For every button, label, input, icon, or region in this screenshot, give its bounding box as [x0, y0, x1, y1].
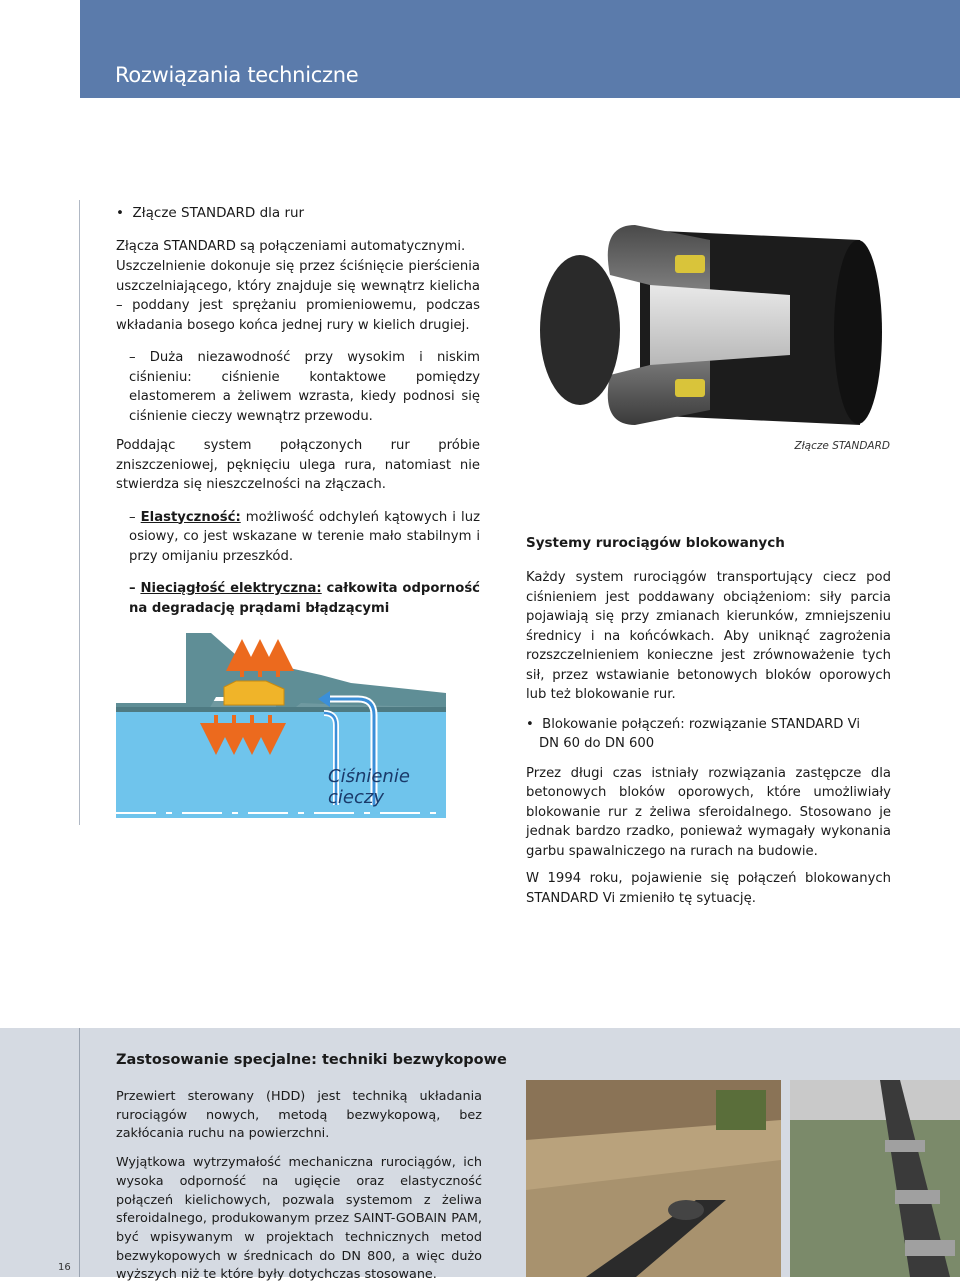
- column-divider: [79, 200, 80, 825]
- gasket-top: [675, 255, 705, 273]
- socket-interior: [650, 285, 790, 365]
- page-title: Rozwiązania techniczne: [115, 63, 359, 87]
- paragraph-history: Przez długi czas istniały rozwiązania zastępcze dla betonowych bloków oporowych, które umożliwiały blokowanie rur z żeliwa sferoidalnego. Stosowano je jednak bardzo rzadko, ponieważ wymagały wykonania garbu spawalniczego na rurach na budowie.: [526, 765, 891, 859]
- gasket-bottom: [675, 379, 705, 397]
- bullet-blocking: • Blokowanie połączeń: rozwiązanie STANDARD Vi: [526, 716, 861, 732]
- left-column: [116, 200, 480, 618]
- pipe-end: [540, 255, 620, 405]
- bullet-heading: • Złącze STANDARD dla rur: [116, 205, 305, 221]
- gasket: [224, 681, 284, 705]
- page-number: 16: [58, 1262, 71, 1273]
- water-area: [116, 711, 446, 818]
- dash-elasticity: – Elastyczność: możliwość odchyleń kątowych i luz osiowy, co jest wskazane w terenie mało stabilnym i przy omijaniu przeszkód.: [129, 509, 480, 564]
- paragraph-1994: W 1994 roku, pojawienie się połączeń blokowanych STANDARD Vi zmieniło tę sytuację.: [526, 871, 891, 906]
- pressure-label-2: cieczy: [328, 787, 384, 808]
- bottom-text: [116, 1088, 482, 1285]
- photo-caption: Złącze STANDARD: [794, 440, 890, 452]
- bottom-divider: [79, 1028, 80, 1277]
- paragraph-hdd: Przewiert sterowany (HDD) jest techniką układania rurociągów nowych, metodą bezwykopową, bez zakłócania ruchu na powierzchni.: [116, 1089, 482, 1142]
- dash-electric: – Nieciągłość elektryczna: całkowita odporność na degradację prądami błądzącymi: [129, 581, 481, 616]
- paragraph-test: Poddając system połączonych rur próbie zniszczeniowej, pęknięciu ulega rura, natomiast nie stwierdza się nieszczelności na złączach.: [116, 438, 480, 492]
- paragraph-sealing: Uszczelnienie dokonuje się przez ściśnięcie pierścienia uszczelniającego, który znajduje się wewnątrz kielicha – poddany jest sprężaniu promieniowemu, podczas wkładania bosego końca jednej rury w kielich drugiej.: [116, 259, 480, 333]
- paragraph-intro: Złącza STANDARD są połączeniami automatycznymi.: [116, 238, 466, 254]
- section-heading: Systemy rurociągów blokowanych: [526, 535, 785, 551]
- right-column: [526, 568, 891, 908]
- hdd-photo-2: [790, 1080, 960, 1277]
- paragraph-strength: Wyjątkowa wytrzymałość mechaniczna rurociągów, ich wysoka odporność na ugięcie oraz elastyczność połączeń kielichowych, pozwala systemom z żeliwa sferoidalnego, produkowanym przez SAINT-GOBAIN PAM, być wpisywanym w projektach technicznych metod bezwykopowych w średnicach do DN 800, a więc dużo wyższych niż te które były dotychczas stosowane.: [116, 1155, 482, 1283]
- right-heading: [526, 534, 891, 554]
- bullet-blocking-range: DN 60 do DN 600: [539, 736, 655, 751]
- dash-reliability: – Duża niezawodność przy wysokim i niskim ciśnieniu: ciśnienie kontaktowe pomiędzy elastomerem a żeliwem wzrasta, kiedy podnosi się ciśnienie cieczy wewnątrz przewodu.: [129, 350, 480, 424]
- paragraph-blocked: Każdy system rurociągów transportujący ciecz pod ciśnieniem jest poddawany obciążeniom: siły parcia pojawiają się przy zmianach kierunków, zmniejszeniu średnicy i na końcówkach. Aby uniknąć zagrożenia rozszczelnieniem konieczne jest zrównoważenie tych sił, przez wstawianie betonowych bloków oporowych lub też blokowanie rur.: [526, 570, 891, 702]
- standard-joint-photo: [540, 215, 895, 435]
- hdd-photo-1: [526, 1080, 781, 1277]
- pressure-label-1: Ciśnienie: [328, 766, 410, 787]
- joint-pressure-diagram: [116, 615, 481, 845]
- pipe-far-end: [834, 240, 882, 424]
- bottom-title: Zastosowanie specjalne: techniki bezwykopowe: [116, 1052, 507, 1068]
